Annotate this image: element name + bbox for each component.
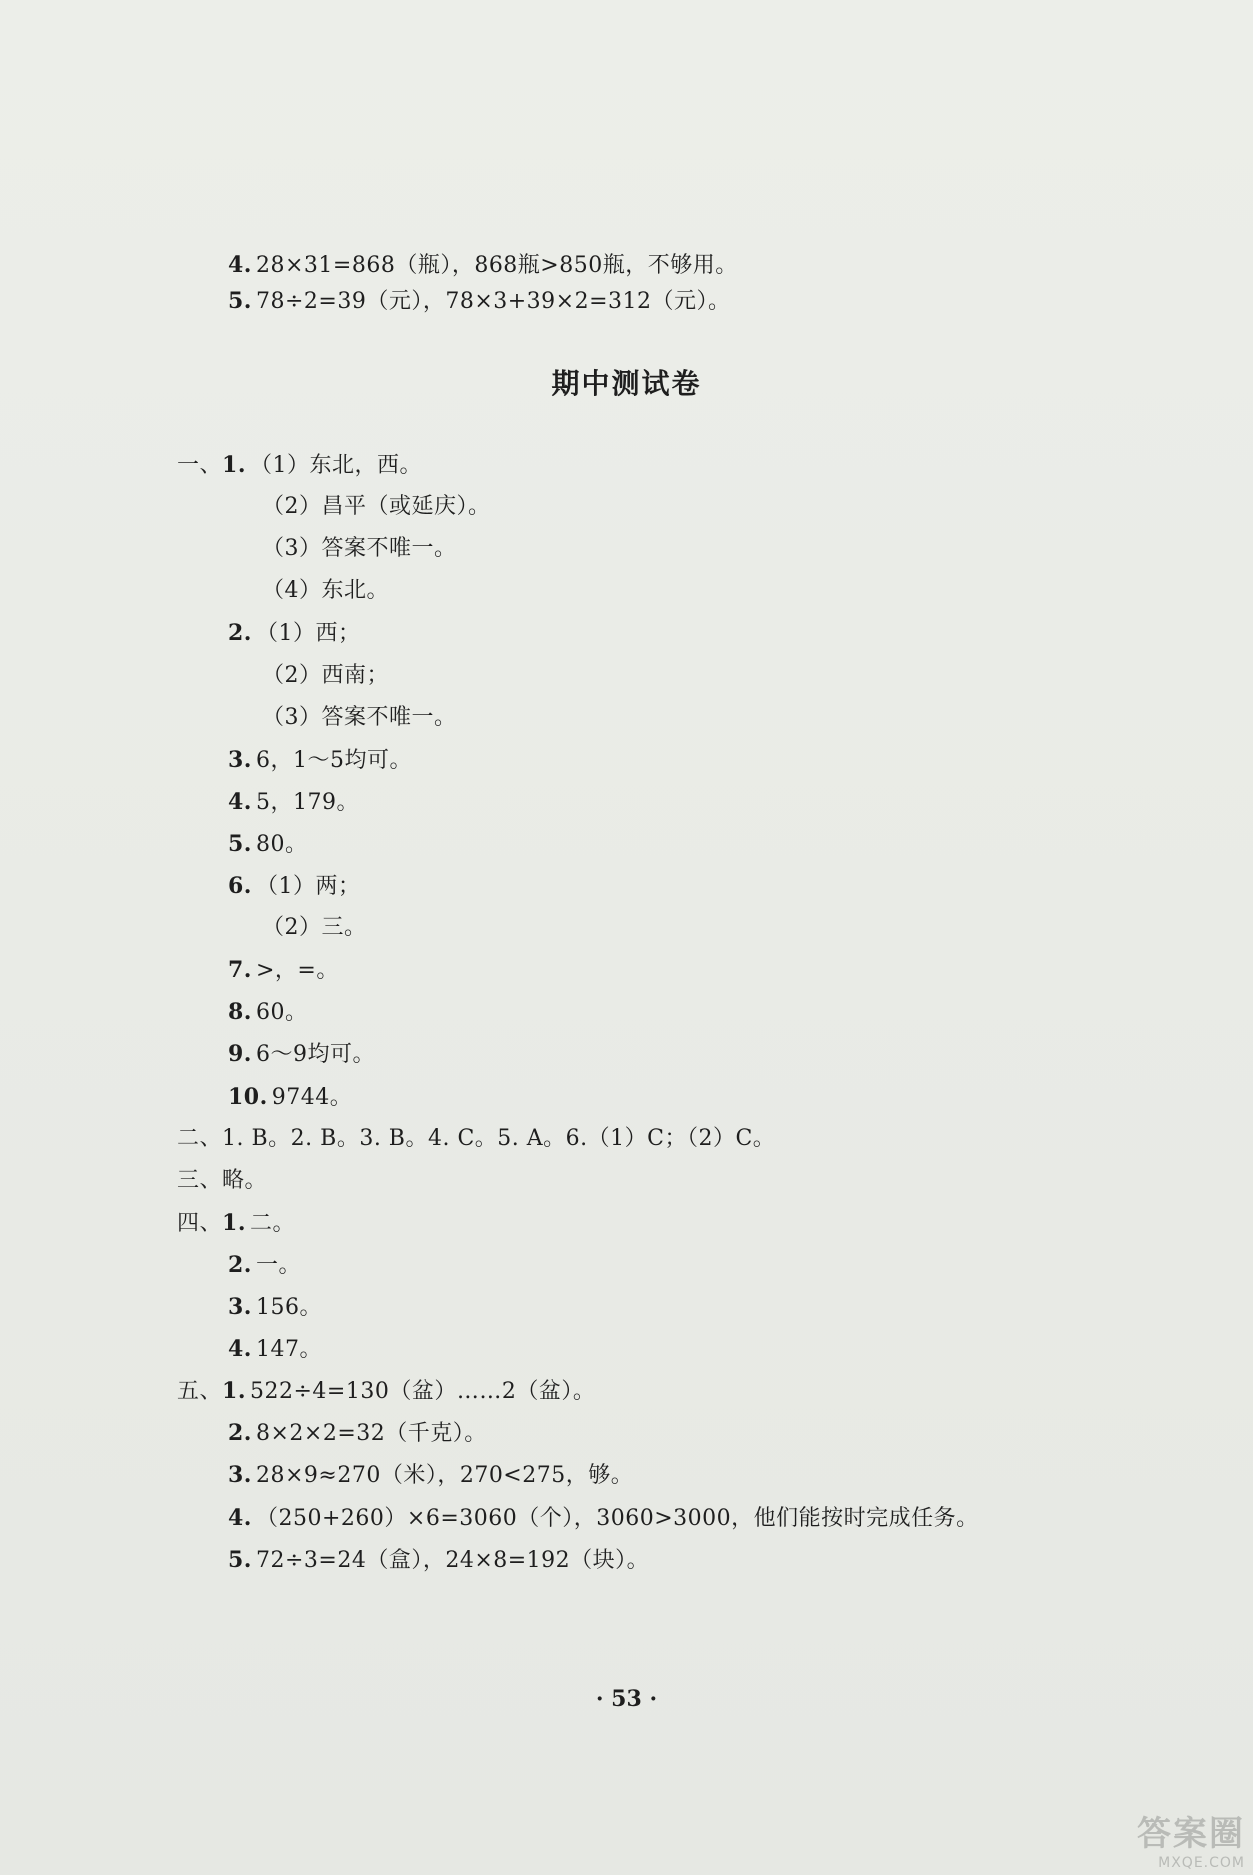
item-number: 1. <box>222 1210 246 1236</box>
section-title: 期中测试卷 <box>551 367 702 400</box>
item-number: 4. <box>228 789 252 815</box>
answer-line <box>228 618 360 649</box>
item-text: （1）两； <box>255 874 361 899</box>
answer-line <box>228 1082 352 1113</box>
item-text: （1）西； <box>255 621 361 646</box>
answer-line <box>228 1039 375 1070</box>
item-number: 3. <box>228 1294 252 1320</box>
item-number: 2. <box>228 620 252 646</box>
answer-line <box>262 703 457 733</box>
answer-line <box>228 1460 633 1491</box>
answer-line <box>177 1208 295 1239</box>
item-text: （4）东北。 <box>262 578 389 603</box>
item-text: （2）三。 <box>262 915 367 940</box>
item-number: 3. <box>228 1462 252 1488</box>
item-text: 60。 <box>255 1000 308 1025</box>
answer-line <box>228 871 360 902</box>
answer-line <box>228 829 307 860</box>
item-text: 28×9≈270（米），270<275，够。 <box>255 1463 634 1488</box>
section-number: 四、 <box>177 1211 223 1236</box>
item-number: 4. <box>228 1336 252 1362</box>
answer-line <box>262 492 491 522</box>
item-number: 1. <box>222 452 246 478</box>
answer-line <box>228 1292 322 1323</box>
item-number: 4. <box>228 252 252 278</box>
item-number: 7. <box>228 957 252 983</box>
item-text: 78÷2=39（元），78×3+39×2=312（元）。 <box>255 289 731 314</box>
answer-line <box>262 913 367 943</box>
item-number: 8. <box>228 999 252 1025</box>
item-text: 80。 <box>255 832 308 857</box>
item-text: 一。 <box>255 1253 301 1278</box>
item-number: 2. <box>228 1252 252 1278</box>
answer-line <box>262 576 389 606</box>
item-text: 二。 <box>249 1211 295 1236</box>
watermark-logo: 答案圈 <box>1137 1814 1245 1854</box>
item-number: 5. <box>228 1547 252 1573</box>
item-text: （2）西南； <box>262 663 389 688</box>
answer-line <box>228 1334 322 1365</box>
section-number: 一、 <box>177 453 223 478</box>
item-number: 6. <box>228 873 252 899</box>
item-number: 9. <box>228 1041 252 1067</box>
answer-line <box>228 955 339 986</box>
section-number: 五、 <box>177 1379 223 1404</box>
item-number: 1. <box>222 1378 246 1404</box>
answer-line <box>228 745 412 776</box>
item-text: （3）答案不唯一。 <box>262 536 457 561</box>
item-number: 3. <box>228 747 252 773</box>
intro-line-4 <box>228 250 738 281</box>
item-number: 10. <box>228 1084 268 1110</box>
page-number: · 53 · <box>595 1686 658 1712</box>
item-text: （2）昌平（或延庆）。 <box>262 494 491 519</box>
answer-line <box>262 534 457 564</box>
item-number: 4. <box>228 1505 252 1531</box>
item-text: 28×31=868（瓶），868瓶>850瓶，不够用。 <box>255 253 738 278</box>
item-text: （250+260）×6=3060（个），3060>3000，他们能按时完成任务。 <box>255 1506 979 1531</box>
item-text: 5，179。 <box>255 790 359 815</box>
item-text: 6～9均可。 <box>255 1042 375 1067</box>
item-text: 147。 <box>255 1337 322 1362</box>
item-text: 9744。 <box>271 1085 353 1110</box>
item-text: 1. B。2. B。3. B。4. C。5. A。6.（1）C；（2）C。 <box>222 1126 776 1151</box>
item-text: （1）东北，西。 <box>249 453 422 478</box>
item-text: （3）答案不唯一。 <box>262 705 457 730</box>
item-text: 522÷4=130（盆）……2（盆）。 <box>249 1379 596 1404</box>
answer-line <box>228 1545 649 1576</box>
intro-line-5 <box>228 286 731 317</box>
item-number: 2. <box>228 1420 252 1446</box>
answer-line <box>228 997 307 1028</box>
answer-line <box>228 787 359 818</box>
answer-line <box>262 661 389 691</box>
answer-line <box>228 1503 979 1534</box>
answer-line <box>228 1418 487 1449</box>
answer-line <box>177 1166 267 1196</box>
item-text: 72÷3=24（盒），24×8=192（块）。 <box>255 1548 650 1573</box>
answer-line <box>177 1376 595 1407</box>
answer-line <box>177 450 422 481</box>
item-text: 8×2×2=32（千克）。 <box>255 1421 487 1446</box>
item-text: >，=。 <box>255 958 339 983</box>
answer-line <box>228 1250 301 1281</box>
section-number: 三、 <box>177 1168 223 1193</box>
item-number: 5. <box>228 831 252 857</box>
section-number: 二、 <box>177 1126 223 1151</box>
item-text: 6，1～5均可。 <box>255 748 412 773</box>
item-text: 156。 <box>255 1295 322 1320</box>
item-text: 略。 <box>222 1168 268 1193</box>
watermark <box>1137 1806 1245 1871</box>
watermark-url: MXQE.COM <box>1158 1855 1245 1871</box>
answer-line <box>177 1124 775 1154</box>
item-number: 5. <box>228 288 252 314</box>
